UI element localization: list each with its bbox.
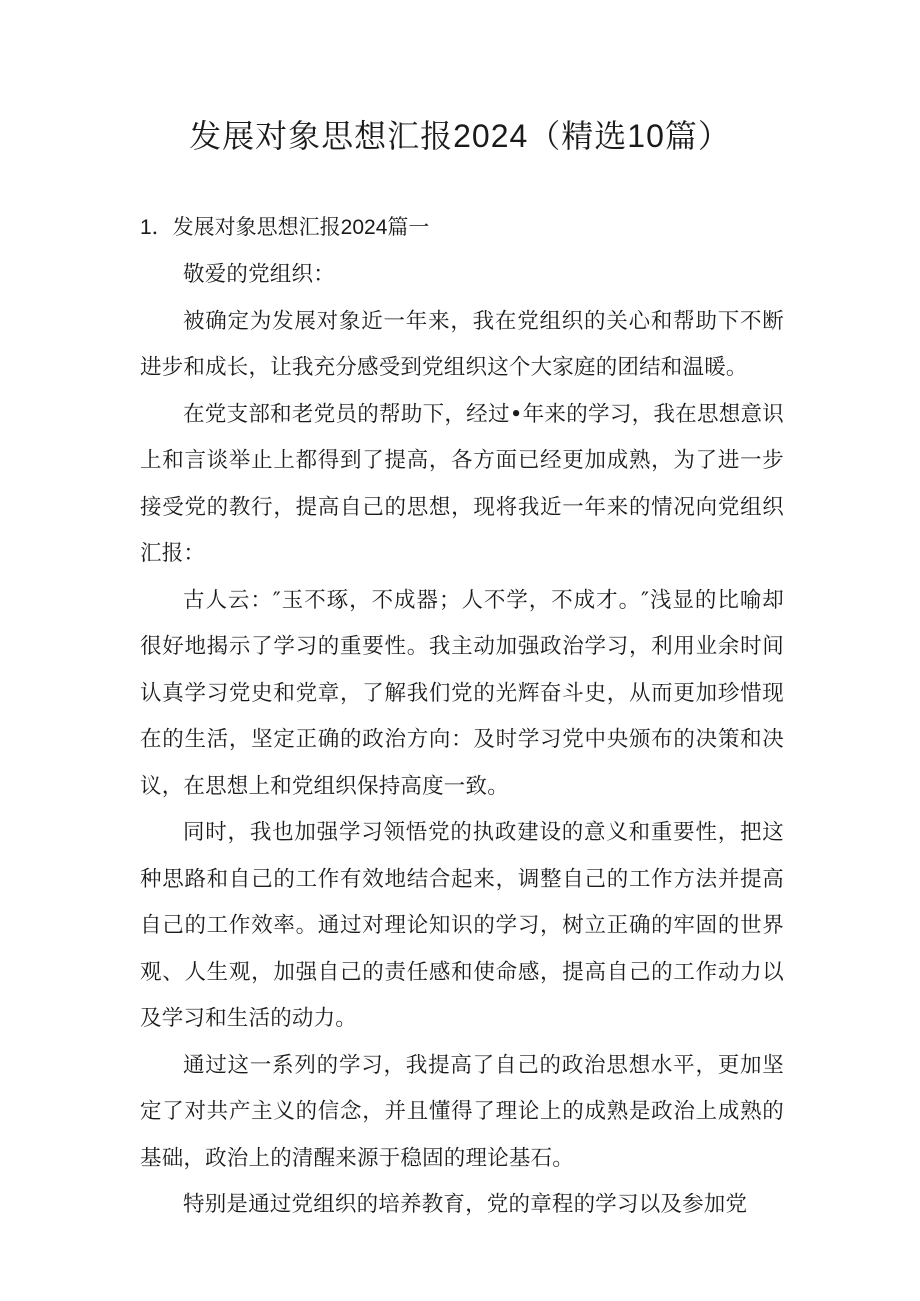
salutation-paragraph: 敬爱的党组织：: [183, 262, 335, 287]
body-paragraph: 在党支部和老党员的帮助下，经过•年来的学习，我在思想意识上和言谈举止上都得到了提高，各方面已经更加成熟，为了进一步接受党的教行，提高自己的思想，现将我近一年来的情况向党组织汇报：: [140, 401, 784, 566]
body-paragraph: 古人云：″玉不琢，不成器；人不学，不成才。″浅显的比喻却很好地揭示了学习的重要性。我主动加强政治学习，利用业余时间认真学习党史和党章，了解我们党的光辉奋斗史，从而更加珍惜现在的生活，坚定正确的政治方向：及时学习党中央颁布的决策和决议，在思想上和党组织保持高度一致。: [140, 587, 784, 799]
body-paragraph: 通过这一系列的学习，我提高了自己的政治思想水平，更加坚定了对共产主义的信念，并且懂得了理论上的成熟是政治上成熟的基础，政治上的清醒来源于稳固的理论基石。: [140, 1052, 784, 1171]
body-paragraph: 被确定为发展对象近一年来，我在党组织的关心和帮助下不断进步和成长，让我充分感受到党组织这个大家庭的团结和温暖。: [140, 308, 784, 380]
body-paragraph: 同时，我也加强学习领悟党的执政建设的意义和重要性，把这种思路和自己的工作有效地结合起来，调整自己的工作方法并提高自己的工作效率。通过对理论知识的学习，树立正确的牢固的世界观、人生观，加强自己的责任感和使命感，提高自己的工作动力以及学习和生活的动力。: [140, 820, 784, 1031]
document-title: 发展对象思想汇报2024（精选10篇）: [189, 118, 731, 154]
document-body: [140, 252, 784, 1229]
body-paragraph: 特别是通过党组织的培养教育，党的章程的学习以及参加党: [183, 1192, 748, 1217]
section-heading: 1．发展对象思想汇报2024篇一: [140, 216, 430, 239]
